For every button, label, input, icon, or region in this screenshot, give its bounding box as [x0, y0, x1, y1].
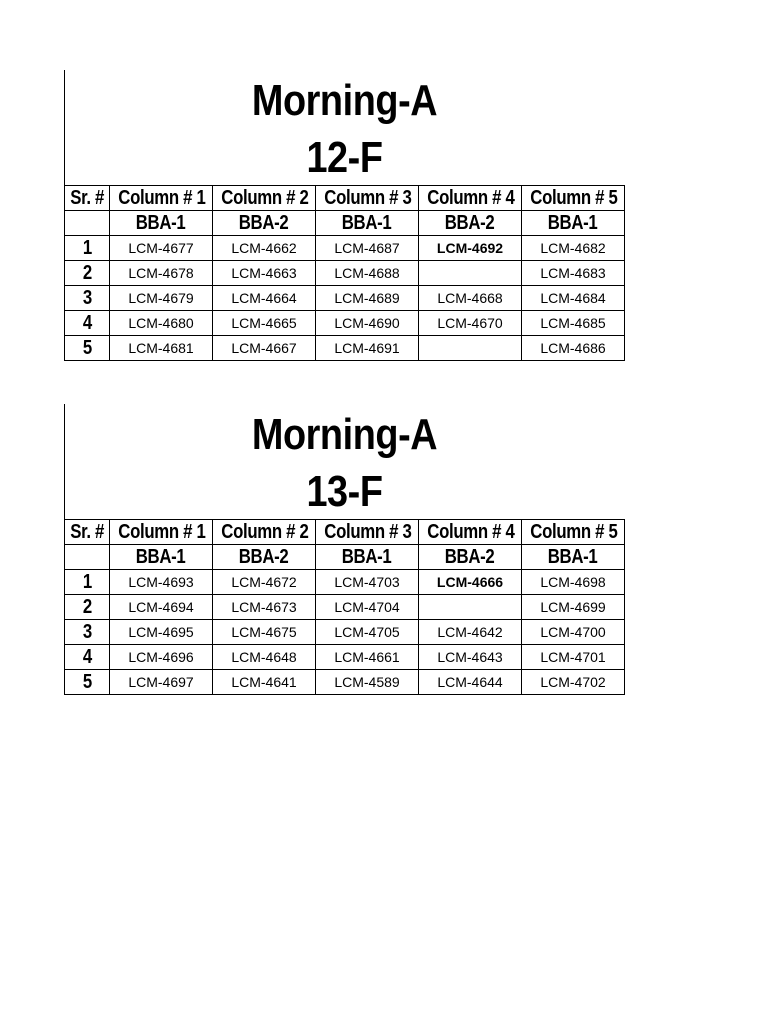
group-cell: BBA-1	[522, 545, 625, 570]
group-cell: BBA-1	[316, 545, 419, 570]
header-row	[65, 186, 625, 211]
table-cell: LCM-4688	[316, 261, 419, 286]
table-row	[65, 261, 625, 286]
sheet-title-block	[64, 404, 624, 519]
table-cell: LCM-4673	[213, 595, 316, 620]
column-header-1: Column # 1	[110, 520, 213, 545]
column-header-3: Column # 3	[316, 186, 419, 211]
table-cell: LCM-4691	[316, 336, 419, 361]
table-row	[65, 336, 625, 361]
row-number: 4	[65, 645, 110, 670]
table-cell: LCM-4680	[110, 311, 213, 336]
table-cell: LCM-4693	[110, 570, 213, 595]
table-cell: LCM-4589	[316, 670, 419, 695]
column-header-4: Column # 4	[419, 520, 522, 545]
table-cell: LCM-4702	[522, 670, 625, 695]
group-cell: BBA-2	[419, 211, 522, 236]
row-number: 2	[65, 595, 110, 620]
table-cell: LCM-4664	[213, 286, 316, 311]
table-row	[65, 286, 625, 311]
column-header-2: Column # 2	[213, 186, 316, 211]
column-header-sr: Sr. #	[65, 520, 110, 545]
group-cell: BBA-1	[316, 211, 419, 236]
table-cell: LCM-4672	[213, 570, 316, 595]
row-number: 1	[65, 236, 110, 261]
table-cell: LCM-4681	[110, 336, 213, 361]
seating-table	[64, 519, 625, 695]
table-cell: LCM-4678	[110, 261, 213, 286]
sheet-title-block	[64, 70, 624, 185]
table-cell: LCM-4687	[316, 236, 419, 261]
row-number: 3	[65, 620, 110, 645]
row-number: 5	[65, 336, 110, 361]
table-cell: LCM-4666	[419, 570, 522, 595]
table-cell: LCM-4677	[110, 236, 213, 261]
session-title: Morning-A	[251, 410, 438, 459]
column-header-2: Column # 2	[213, 520, 316, 545]
session-title: Morning-A	[251, 76, 438, 125]
table-cell: LCM-4695	[110, 620, 213, 645]
column-header-4: Column # 4	[419, 186, 522, 211]
group-cell: BBA-1	[110, 211, 213, 236]
group-cell: BBA-2	[213, 211, 316, 236]
table-cell: LCM-4663	[213, 261, 316, 286]
column-header-3: Column # 3	[316, 520, 419, 545]
table-cell: LCM-4694	[110, 595, 213, 620]
table-cell: LCM-4665	[213, 311, 316, 336]
column-header-sr: Sr. #	[65, 186, 110, 211]
seating-sheet-12f	[64, 70, 624, 361]
table-row	[65, 645, 625, 670]
table-cell: LCM-4690	[316, 311, 419, 336]
group-cell	[65, 545, 110, 570]
table-cell: LCM-4700	[522, 620, 625, 645]
table-cell: LCM-4643	[419, 645, 522, 670]
table-cell: LCM-4683	[522, 261, 625, 286]
table-cell: LCM-4661	[316, 645, 419, 670]
group-cell	[65, 211, 110, 236]
table-cell: LCM-4692	[419, 236, 522, 261]
group-cell: BBA-2	[419, 545, 522, 570]
group-cell: BBA-1	[110, 545, 213, 570]
table-cell	[419, 336, 522, 361]
table-cell: LCM-4685	[522, 311, 625, 336]
header-row	[65, 520, 625, 545]
table-cell	[419, 261, 522, 286]
table-cell: LCM-4704	[316, 595, 419, 620]
table-cell: LCM-4662	[213, 236, 316, 261]
table-cell: LCM-4641	[213, 670, 316, 695]
table-cell: LCM-4689	[316, 286, 419, 311]
group-row	[65, 545, 625, 570]
table-row	[65, 311, 625, 336]
table-cell: LCM-4642	[419, 620, 522, 645]
table-cell: LCM-4697	[110, 670, 213, 695]
table-cell: LCM-4698	[522, 570, 625, 595]
table-cell: LCM-4682	[522, 236, 625, 261]
table-cell: LCM-4675	[213, 620, 316, 645]
table-cell: LCM-4679	[110, 286, 213, 311]
column-header-5: Column # 5	[522, 520, 625, 545]
seating-table	[64, 185, 625, 361]
column-header-5: Column # 5	[522, 186, 625, 211]
table-cell: LCM-4648	[213, 645, 316, 670]
table-cell: LCM-4670	[419, 311, 522, 336]
table-cell	[419, 595, 522, 620]
table-cell: LCM-4668	[419, 286, 522, 311]
table-row	[65, 570, 625, 595]
table-row	[65, 595, 625, 620]
table-cell: LCM-4644	[419, 670, 522, 695]
room-title: 12-F	[306, 133, 383, 182]
table-cell: LCM-4703	[316, 570, 419, 595]
table-cell: LCM-4686	[522, 336, 625, 361]
table-cell: LCM-4701	[522, 645, 625, 670]
group-row	[65, 211, 625, 236]
group-cell: BBA-2	[213, 545, 316, 570]
seating-sheet-13f	[64, 404, 624, 695]
row-number: 3	[65, 286, 110, 311]
group-cell: BBA-1	[522, 211, 625, 236]
table-row	[65, 670, 625, 695]
table-cell: LCM-4684	[522, 286, 625, 311]
row-number: 1	[65, 570, 110, 595]
table-row	[65, 236, 625, 261]
row-number: 2	[65, 261, 110, 286]
table-cell: LCM-4667	[213, 336, 316, 361]
room-title: 13-F	[306, 467, 383, 516]
row-number: 5	[65, 670, 110, 695]
table-cell: LCM-4699	[522, 595, 625, 620]
table-row	[65, 620, 625, 645]
row-number: 4	[65, 311, 110, 336]
column-header-1: Column # 1	[110, 186, 213, 211]
table-cell: LCM-4696	[110, 645, 213, 670]
table-cell: LCM-4705	[316, 620, 419, 645]
